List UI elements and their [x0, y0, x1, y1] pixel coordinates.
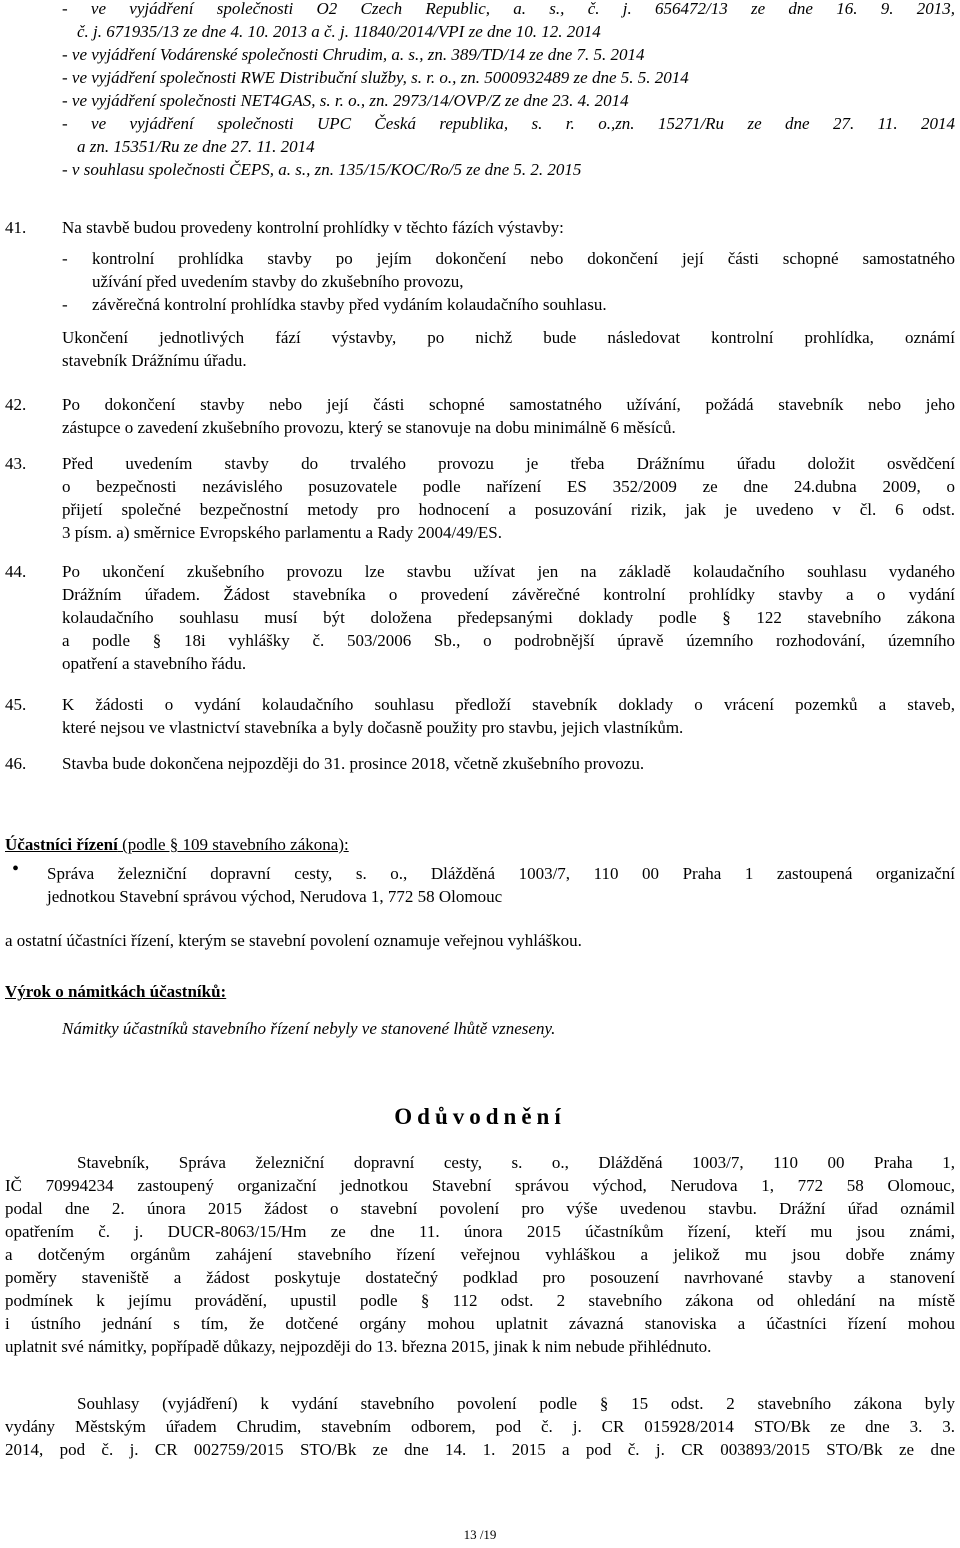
list-item: - ve vyjádření Vodárenské společnosti Chrudim, a. s., zn. 389/TD/14 ze dne 7. 5. 2014 — [62, 45, 645, 64]
paragraph-line: vydány Městským úřadem Chrudim, stavebním odborem, pod č. j. CR 015928/2014 STO/Bk ze dne 3. 3. — [5, 1417, 955, 1436]
item-number: 44. — [5, 562, 27, 581]
paragraph-line: Stavebník, Správa železniční dopravní cesty, s. o., Dlážděná 1003/7, 110 00 Praha 1, — [77, 1153, 955, 1172]
paragraph-line: IČ 70994234 zastoupený organizační jednotkou Stavební správou východ, Nerudova 1, 772 58 Olomouc, — [5, 1176, 955, 1195]
list-item — [62, 247, 955, 293]
item-text: závěrečná kontrolní prohlídka stavby před vydáním kolaudačního souhlasu. — [92, 295, 607, 314]
item-text: Na stavbě budou provedeny kontrolní prohlídky v těchto fázích výstavby: — [62, 218, 564, 237]
consent-list — [62, 0, 955, 181]
dash-mark: - — [62, 249, 68, 268]
item-text: o bezpečnosti nezávislého posuzovatele podle nařízení ES 352/2009 ze dne 24.dubna 2009, o — [62, 477, 955, 496]
item-text: Ukončení jednotlivých fází výstavby, po nichž bude následovat kontrolní prohlídka, oznámí — [62, 328, 955, 347]
participants-heading-label: Účastníci řízení — [5, 835, 118, 854]
paragraph-line: i ústního jednání s tím, že dotčené orgány mohou uplatnit závazná stanoviska a účastníci řízení mohou — [5, 1314, 955, 1333]
item-number: 42. — [5, 395, 27, 414]
list-item: - ve vyjádření společnosti O2 Czech Republic, a. s., č. j. 656472/13 ze dne 16. 9. 2013, — [62, 0, 955, 18]
objections-heading: Výrok o námitkách účastníků: — [5, 982, 227, 1001]
paragraph-line: opatřením č. j. DUCR-8063/15/Hm ze dne 11. února 2015 účastníkům řízení, kteří mu jsou známi, — [5, 1222, 955, 1241]
list-item: a zn. 15351/Ru ze dne 27. 11. 2014 — [77, 137, 315, 156]
item-46 — [62, 752, 955, 775]
list-item: - ve vyjádření společnosti RWE Distribuční služby, s. r. o., zn. 5000932489 ze dne 5. 5. 2014 — [62, 68, 689, 87]
item-text: opatření a stavebního řádu. — [62, 654, 247, 673]
list-item: - ve vyjádření společnosti NET4GAS, s. r. o., zn. 2973/14/OVP/Z ze dne 23. 4. 2014 — [62, 91, 629, 110]
item-text: zástupce o zavedení zkušebního provozu, který se stanovuje na dobu minimálně 6 měsíců. — [62, 418, 676, 437]
paragraph-line: 2014, pod č. j. CR 002759/2015 STO/Bk ze dne 14. 1. 2015 a pod č. j. CR 003893/2015 STO/Bk ze dne — [5, 1440, 955, 1459]
item-44 — [62, 560, 955, 675]
item-text: Správa železniční dopravní cesty, s. o., Dlážděná 1003/7, 110 00 Praha 1 zastoupená organizační — [47, 864, 955, 883]
bullet-icon: • — [12, 858, 20, 880]
reasoning-title: Odůvodnění — [394, 1104, 566, 1129]
page-number: 13 /19 — [463, 1527, 497, 1542]
list-item: - ve vyjádření společnosti UPC Česká republika, s. r. o.,zn. 15271/Ru ze dne 27. 11. 2014 — [62, 114, 955, 133]
item-number: 45. — [5, 695, 27, 714]
paragraph-line: podmínek k jejímu provádění, upustil podle § 112 odst. 2 stavebního zákona od ohledání na místě — [5, 1291, 955, 1310]
reasoning-paragraph-1 — [5, 1151, 955, 1358]
item-43 — [62, 452, 955, 544]
item-text: Před uvedením stavby do trvalého provozu je třeba Drážnímu úřadu doložit osvědčení — [62, 454, 955, 473]
item-text: a podle § 18i vyhlášky č. 503/2006 Sb., o podrobnější úpravě územního rozhodování, územního — [62, 631, 955, 650]
item-text: které nejsou ve vlastnictví stavebníka a byly dočasně použity pro stavbu, jejich vlastníkům. — [62, 718, 684, 737]
paragraph-line: a dotčeným orgánům zahájení stavebního řízení veřejnou vyhláškou a jelikož mu jsou dobře známy — [5, 1245, 955, 1264]
paragraph-line: uplatnit své námitky, popřípadě důkazy, nejpozději do 13. března 2015, jinak k nim nebude přihlédnuto. — [5, 1337, 712, 1356]
item-number: 46. — [5, 754, 27, 773]
item-text: přijetí společné bezpečnostní metody pro hodnocení a posuzování rizik, jak je uvedeno v čl. 6 odst. — [62, 500, 955, 519]
item-42 — [62, 393, 955, 439]
paragraph-line: Souhlasy (vyjádření) k vydání stavebního povolení podle § 15 odst. 2 stavebního zákona byly — [77, 1394, 955, 1413]
item-text: kontrolní prohlídka stavby po jejím dokončení nebo dokončení její části schopné samostatného — [92, 249, 955, 268]
reasoning-paragraph-2 — [5, 1392, 955, 1461]
item-45 — [62, 693, 955, 739]
item-text: kolaudačního souhlasu musí být doložena předepsanými doklady podle § 122 stavebního zákona — [62, 608, 955, 627]
item-text: Po dokončení stavby nebo její části schopné samostatného užívání, požádá stavebník nebo jeho — [62, 395, 955, 414]
list-item — [62, 293, 955, 316]
item-text: Drážním úřadem. Žádost stavebníka o provedení závěrečné kontrolní prohlídky stavby a o vydání — [62, 585, 955, 604]
other-participants: a ostatní účastníci řízení, kterým se stavební povolení oznamuje veřejnou vyhláškou. — [5, 931, 582, 950]
item-text: jednotkou Stavební správou východ, Nerudova 1, 772 58 Olomouc — [47, 887, 503, 906]
paragraph-line: podal dne 2. února 2015 žádost o stavební povolení pro výše uvedenou stavbu. Drážní úřad oznámil — [5, 1199, 955, 1218]
participants-heading-rest: (podle § 109 stavebního zákona): — [117, 835, 349, 854]
item-41 — [62, 216, 955, 372]
item-text: stavebník Drážnímu úřadu. — [62, 351, 247, 370]
item-text: užívání před uvedením stavby do zkušebního provozu, — [92, 272, 464, 291]
dash-mark: - — [62, 295, 68, 314]
item-text: Po ukončení zkušebního provozu lze stavbu užívat jen na základě kolaudačního souhlasu vydaného — [62, 562, 955, 581]
objections-text: Námitky účastníků stavebního řízení nebyly ve stanovené lhůtě vzneseny. — [62, 1019, 556, 1038]
list-item: - v souhlasu společnosti ČEPS, a. s., zn. 135/15/KOC/Ro/5 ze dne 5. 2. 2015 — [62, 160, 582, 179]
item-text: K žádosti o vydání kolaudačního souhlasu předloží stavebník doklady o vrácení pozemků a staveb, — [62, 695, 955, 714]
item-text: Stavba bude dokončena nejpozději do 31. prosince 2018, včetně zkušebního provozu. — [62, 754, 645, 773]
item-text: 3 písm. a) směrnice Evropského parlamentu a Rady 2004/49/ES. — [62, 523, 503, 542]
participants-heading — [5, 833, 349, 856]
item-number: 41. — [5, 218, 27, 237]
item-number: 43. — [5, 454, 27, 473]
list-item: č. j. 671935/13 ze dne 4. 10. 2013 a č. j. 11840/2014/VPI ze dne 10. 12. 2014 — [77, 22, 601, 41]
participant-item — [47, 862, 955, 908]
paragraph-line: poměry staveniště a žádost poskytuje dostatečný podklad pro posouzení navrhované stavby a stanovení — [5, 1268, 955, 1287]
